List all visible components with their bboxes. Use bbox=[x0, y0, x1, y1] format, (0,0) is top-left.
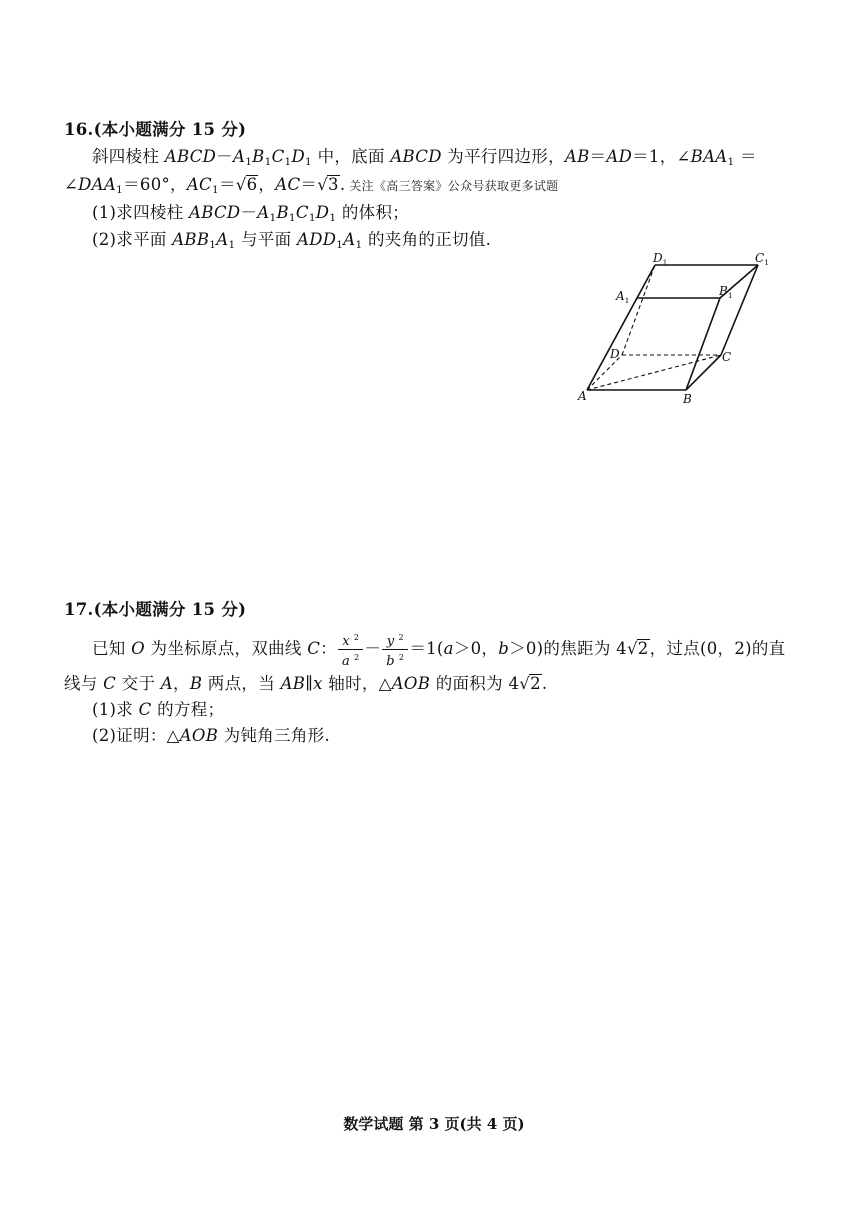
label-B1: $B_1$ bbox=[719, 284, 733, 300]
problem-16-header: 16.(本小题满分 15 分) bbox=[64, 120, 247, 139]
edge-BB1 bbox=[686, 298, 720, 390]
prism-figure bbox=[570, 248, 785, 408]
problem-17-stem-line-2: 线与 C 交于 A，B 两点，当 AB∥x 轴时，△AOB 的面积为 4√2. bbox=[64, 674, 548, 693]
page-footer: 数学试题 第 3 页(共 4 页) bbox=[343, 1115, 525, 1133]
hidden-diagonal-AC bbox=[587, 355, 721, 390]
problem-16-stem-line-1: 斜四棱柱 $ABCD-A_1B_1C_1D_1$ 中，底面 ABCD 为平行四边形，AB＝AD＝1，$\angle BAA_1$ ＝ bbox=[92, 147, 757, 168]
problem-17-question-1: (1)求 C 的方程； bbox=[92, 700, 225, 719]
fraction-x2-a2: $\frac{x ^2}{a ^2}$ bbox=[338, 630, 363, 669]
label-C: C bbox=[722, 350, 732, 364]
label-A: A bbox=[578, 389, 587, 403]
hidden-edge-DD1 bbox=[622, 265, 655, 355]
problem-16-question-2: (2)求平面 $ABB_1A_1$ 与平面 $ADD_1A_1$ 的夹角的正切值. bbox=[92, 230, 492, 251]
problem-16-question-1: (1)求四棱柱 $ABCD-A_1B_1C_1D_1$ 的体积； bbox=[92, 203, 410, 224]
edge-D1A1 bbox=[637, 265, 655, 298]
label-D: D bbox=[610, 347, 620, 361]
label-A1: $A_1$ bbox=[616, 289, 630, 305]
label-C1: $C_1$ bbox=[755, 251, 769, 267]
edge-CC1 bbox=[721, 265, 758, 355]
edge-BC bbox=[686, 355, 721, 390]
problem-17-question-2: (2)证明：△AOB 为钝角三角形. bbox=[92, 726, 331, 745]
problem-17-stem-line-1: 已知 O 为坐标原点，双曲线 C： $\frac{x ^2}{a ^2}$ － $\frac{y ^2}{b ^2}$ ＝1(a＞0，b＞0)的焦距为 4√2，过点(0，2)的直 bbox=[92, 630, 785, 662]
problem-16-stem-line-2: $\angle DAA_1=60^\circ$，$AC_1=√6$，AC＝√3. 关注《高三答案》公众号获取更多试题 bbox=[64, 175, 559, 196]
problem-17-header: 17.(本小题满分 15 分) bbox=[64, 600, 247, 619]
label-B: B bbox=[683, 392, 692, 406]
watermark-note: 关注《高三答案》公众号获取更多试题 bbox=[349, 179, 559, 193]
edge-AA1 bbox=[587, 298, 637, 390]
fraction-y2-b2: $\frac{y ^2}{b ^2}$ bbox=[382, 630, 408, 669]
label-D1: $D_1$ bbox=[653, 251, 668, 267]
